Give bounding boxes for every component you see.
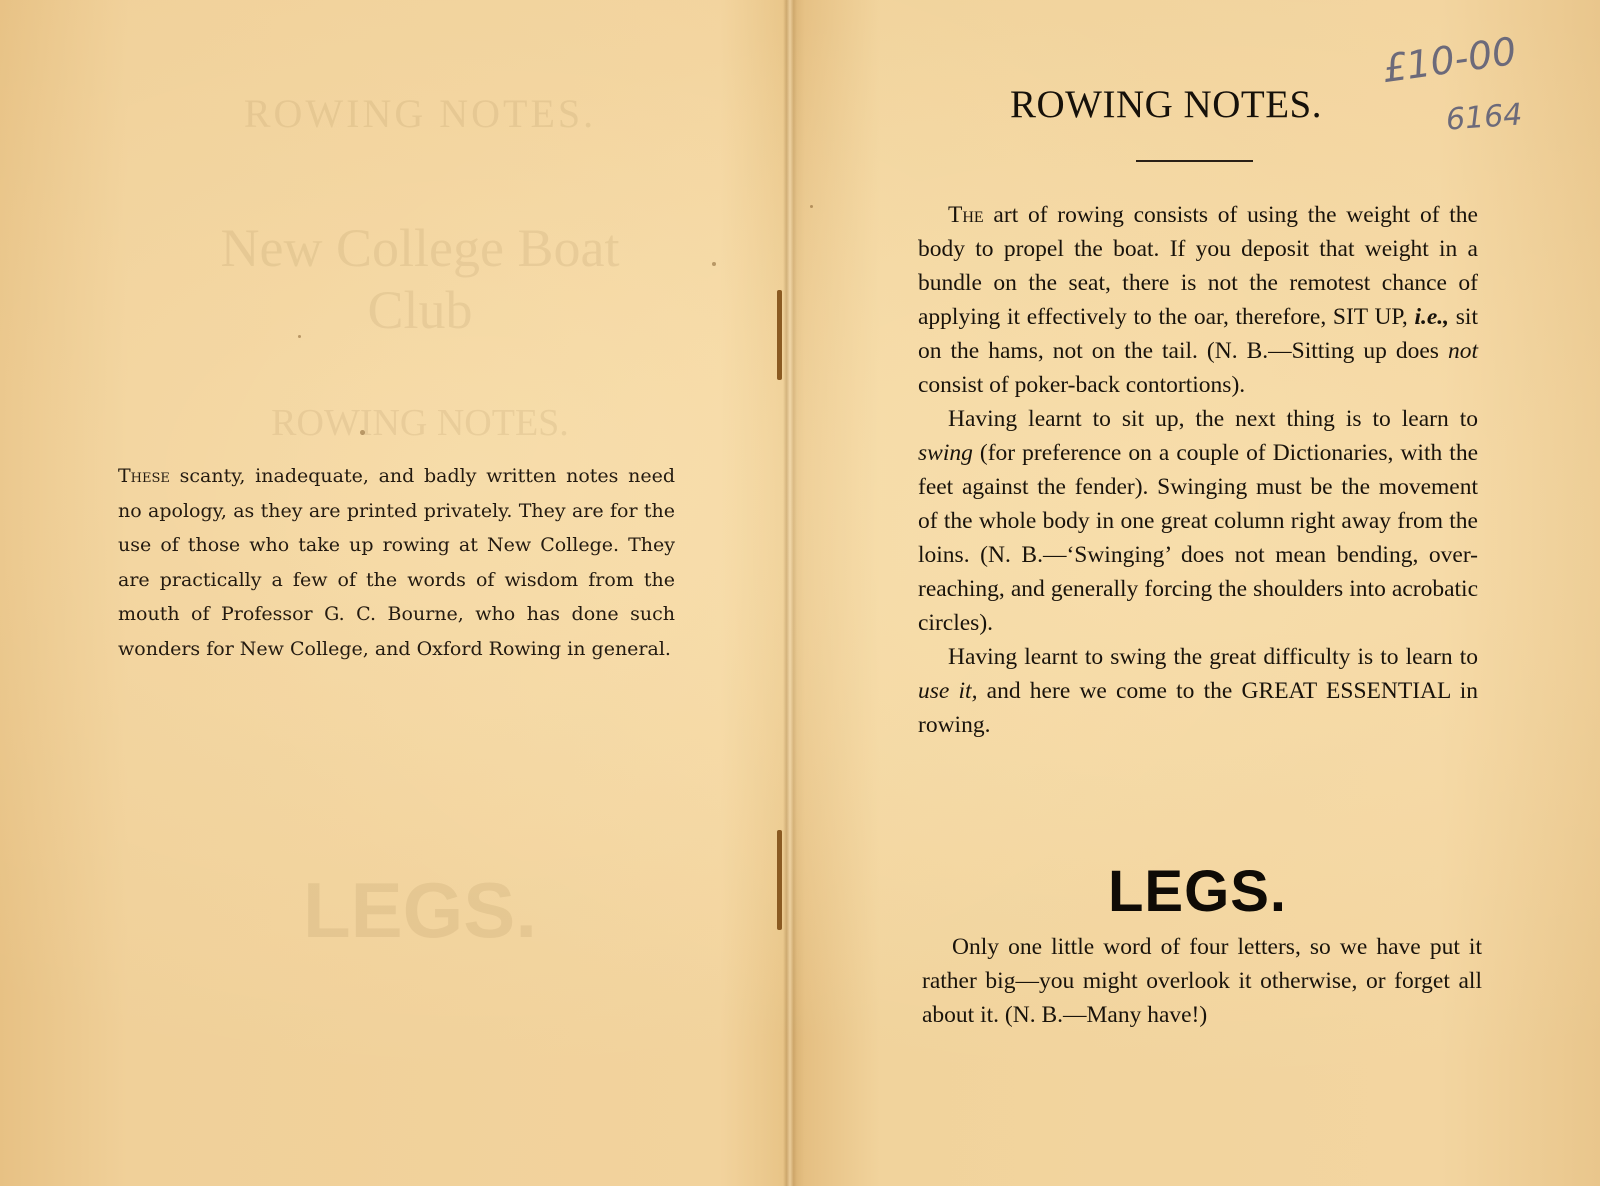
- emphasis-swing: swing: [918, 440, 973, 466]
- handwritten-catalog-number: 6164: [1444, 97, 1524, 138]
- text-run: Having learnt to swing the great difficulty is to learn to: [948, 644, 1478, 670]
- paper-foxing-spot: [298, 335, 301, 338]
- emphasis-ie: i.e.,: [1414, 304, 1450, 330]
- text-run: (for preference on a couple of Dictionaries, with the feet against the fender). Swinging must be the movement of the whole body in one great column right away from the loins. (N. B.—‘Swinging’ does not mean bending, over-reaching, and generally forcing the shoulders into acrobatic circles).: [918, 440, 1478, 636]
- paper-foxing-spot: [810, 205, 813, 208]
- page-title: ROWING NOTES.: [1010, 83, 1322, 126]
- preface-paragraph: [118, 459, 675, 666]
- text-run: art of rowing consists of using the weight of the body to propel the boat. If you deposit that weight in a bundle on the seat, there is not the remotest chance of applying it effectively to the oar, therefore, SIT UP,: [918, 202, 1478, 330]
- paper-foxing-spot: [360, 430, 365, 435]
- emphasis-not: not: [1447, 338, 1478, 364]
- legs-body: [922, 930, 1482, 1032]
- paragraph-sit-up: [918, 198, 1478, 402]
- paragraph-use-it: [918, 640, 1478, 742]
- paragraph-lead-word: The: [948, 202, 984, 228]
- emphasis-use-it: use it,: [918, 678, 978, 704]
- text-run: Having learnt to sit up, the next thing is to learn to: [948, 406, 1478, 432]
- paragraph-legs: Only one little word of four letters, so we have put it rather big—you might overlook it otherwise, or forget all about it. (N. B.—Many have!): [922, 934, 1482, 1028]
- staple-bottom: [777, 830, 782, 930]
- rowing-notes-body: [918, 198, 1478, 742]
- paper-foxing-spot: [712, 262, 716, 266]
- legs-heading: LEGS.: [1108, 859, 1288, 924]
- preface-lead-word: These: [118, 465, 170, 487]
- left-page: [0, 0, 790, 1186]
- preface-body: scanty, inadequate, and badly written notes need no apology, as they are printed privately. They are for the use of those who take up rowing at New College. They are practically a few of the words of wisdom from the mouth of Professor G. C. Bourne, who has done such wonders for New College, and Oxford Rowing in general.: [118, 465, 675, 660]
- text-run: consist of poker-back contortions).: [918, 372, 1246, 398]
- text-run: sit on the hams, not on the tail. (N. B.—Sitting up does: [918, 304, 1478, 364]
- staple-top: [777, 290, 782, 380]
- handwritten-price-note: £10-00: [1379, 28, 1520, 92]
- text-run: and here we come to the GREAT ESSENTIAL in rowing.: [918, 678, 1478, 738]
- show-through-text: ROWING NOTES. New College Boat Club ROWING NOTES. LEGS.: [220, 91, 620, 954]
- title-rule: [1136, 160, 1253, 162]
- paragraph-swing: [918, 402, 1478, 640]
